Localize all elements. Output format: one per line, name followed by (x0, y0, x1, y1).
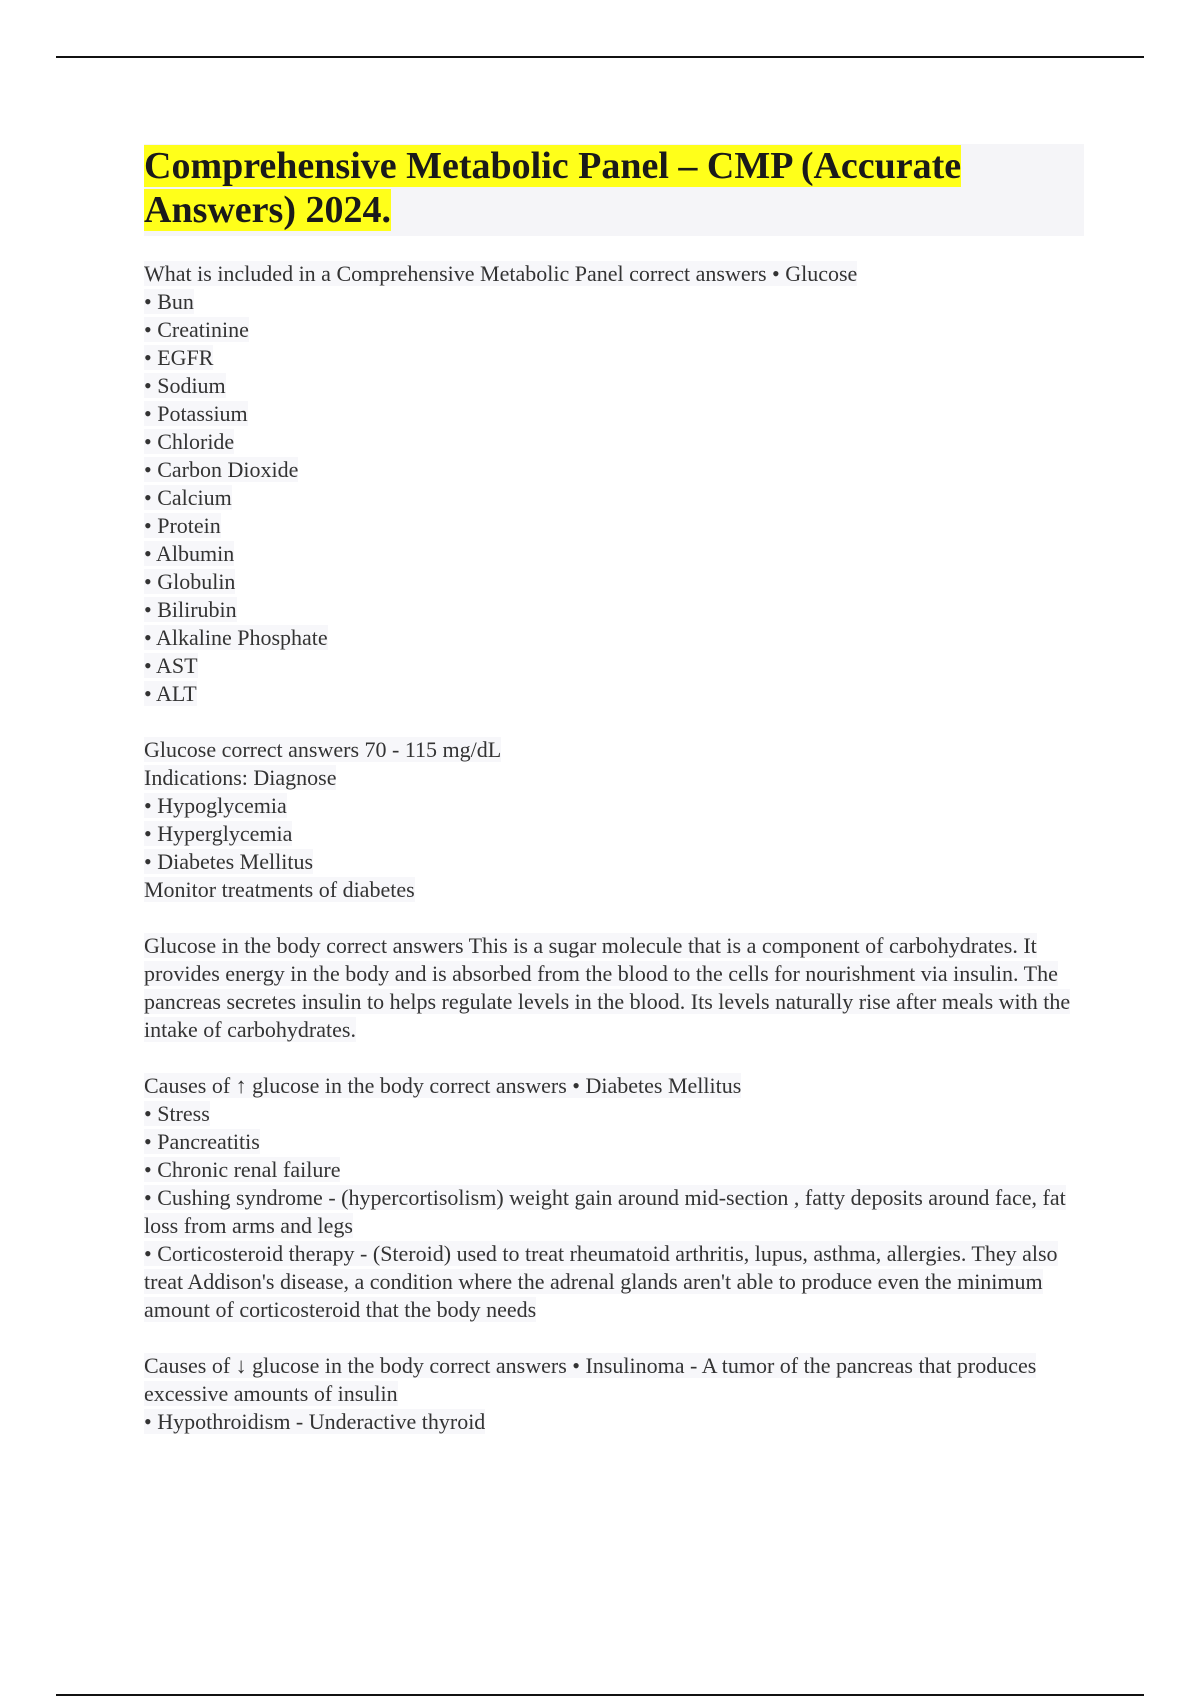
list-item: • Hypothroidism - Underactive thyroid (144, 1409, 486, 1434)
list-item: • Calcium (144, 485, 232, 510)
title-block (144, 144, 1084, 236)
page-title (144, 144, 1084, 232)
list-item: • Hypoglycemia (144, 793, 287, 818)
bottom-rule (56, 1694, 1144, 1696)
list-item: • Carbon Dioxide (144, 457, 299, 482)
text-line: Causes of ↑ glucose in the body correct answers • Diabetes Mellitus (144, 1073, 742, 1098)
list-item: • Chronic renal failure (144, 1157, 341, 1182)
text-line: Glucose correct answers 70 - 115 mg/dL (144, 737, 502, 762)
glucose-section (144, 736, 1084, 904)
cmp-contents-section (144, 260, 1084, 708)
list-item: • Protein (144, 513, 221, 538)
text-line: Causes of ↓ glucose in the body correct answers • Insulinoma - A tumor of the pancreas that produces excessive amounts of insulin (144, 1353, 1037, 1406)
page-title-text: Comprehensive Metabolic Panel – CMP (Accurate Answers) 2024. (144, 145, 962, 231)
list-item: • Sodium (144, 373, 226, 398)
high-glucose-causes-section (144, 1072, 1084, 1324)
document-body (144, 260, 1084, 1464)
list-item: • Diabetes Mellitus (144, 849, 314, 874)
list-item: • Cushing syndrome - (hypercortisolism) weight gain around mid-section , fatty deposits around face, fat loss from arms and legs (144, 1185, 1066, 1238)
list-item: • Stress (144, 1101, 210, 1126)
list-item: • Chloride (144, 429, 235, 454)
list-item: • AST (144, 653, 198, 678)
list-item: • Potassium (144, 401, 248, 426)
list-item: • Hyperglycemia (144, 821, 293, 846)
list-item: • Corticosteroid therapy - (Steroid) used to treat rheumatoid arthritis, lupus, asthma, allergies. They also treat Addison's disease, a condition where the adrenal glands aren't able to produce even the minimum amount of corticosteroid that the body needs (144, 1241, 1058, 1322)
low-glucose-causes-section (144, 1352, 1084, 1436)
text-line: What is included in a Comprehensive Metabolic Panel correct answers • Glucose (144, 261, 858, 286)
glucose-in-body-section (144, 932, 1084, 1044)
list-item: • EGFR (144, 345, 214, 370)
list-item: • ALT (144, 681, 197, 706)
top-rule (56, 56, 1144, 58)
list-item: • Creatinine (144, 317, 249, 342)
list-item: • Bun (144, 289, 194, 314)
list-item: • Pancreatitis (144, 1129, 260, 1154)
list-item: • Bilirubin (144, 597, 237, 622)
list-item: • Albumin (144, 541, 235, 566)
text-line: Indications: Diagnose (144, 765, 337, 790)
text-line: Monitor treatments of diabetes (144, 877, 415, 902)
paragraph: Glucose in the body correct answers This is a sugar molecule that is a component of carbohydrates. It provides energy in the body and is absorbed from the blood to the cells for nourishment via insulin. The pancreas secretes insulin to helps regulate levels in the blood. Its levels naturally rise after meals with the intake of carbohydrates. (144, 933, 1071, 1042)
list-item: • Alkaline Phosphate (144, 625, 328, 650)
list-item: • Globulin (144, 569, 236, 594)
